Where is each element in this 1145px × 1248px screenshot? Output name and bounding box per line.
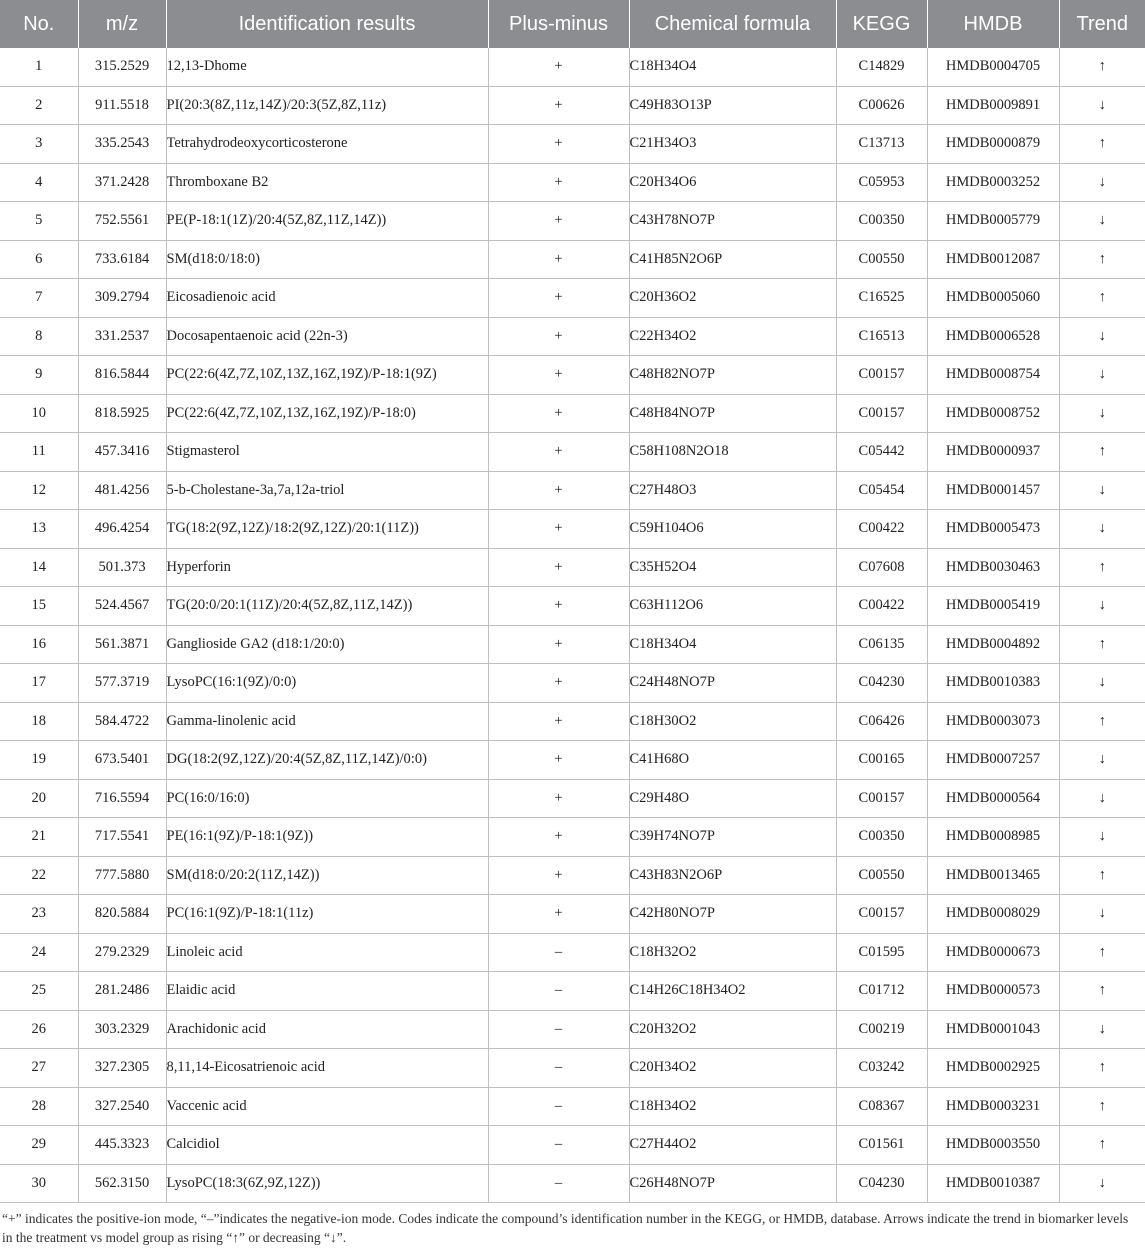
cell-kegg: C04230 <box>836 664 927 703</box>
cell-mz: 584.4722 <box>78 702 166 741</box>
cell-formula: C21H34O3 <box>629 125 836 164</box>
table-row <box>0 433 1145 472</box>
cell-plus-minus: + <box>488 548 629 587</box>
cell-kegg: C00626 <box>836 86 927 125</box>
cell-plus-minus: + <box>488 202 629 241</box>
header-no: No. <box>0 0 78 48</box>
table-row <box>0 317 1145 356</box>
table-row <box>0 125 1145 164</box>
cell-trend: ↓ <box>1059 1164 1145 1203</box>
table-row <box>0 48 1145 86</box>
cell-no: 12 <box>0 471 78 510</box>
cell-no: 14 <box>0 548 78 587</box>
cell-trend: ↑ <box>1059 1049 1145 1088</box>
cell-kegg: C04230 <box>836 1164 927 1203</box>
cell-mz: 457.3416 <box>78 433 166 472</box>
cell-hmdb: HMDB0005473 <box>927 510 1059 549</box>
cell-mz: 577.3719 <box>78 664 166 703</box>
cell-hmdb: HMDB0005419 <box>927 587 1059 626</box>
cell-mz: 820.5884 <box>78 895 166 934</box>
cell-mz: 327.2540 <box>78 1087 166 1126</box>
table-row <box>0 933 1145 972</box>
cell-hmdb: HMDB0030463 <box>927 548 1059 587</box>
cell-no: 4 <box>0 163 78 202</box>
cell-mz: 371.2428 <box>78 163 166 202</box>
cell-identification: PC(16:1(9Z)/P-18:1(11z) <box>166 895 488 934</box>
cell-mz: 335.2543 <box>78 125 166 164</box>
cell-trend: ↓ <box>1059 818 1145 857</box>
cell-formula: C18H34O4 <box>629 48 836 86</box>
cell-formula: C59H104O6 <box>629 510 836 549</box>
table-row <box>0 779 1145 818</box>
cell-kegg: C05454 <box>836 471 927 510</box>
cell-mz: 496.4254 <box>78 510 166 549</box>
table-row <box>0 587 1145 626</box>
cell-no: 13 <box>0 510 78 549</box>
cell-hmdb: HMDB0010387 <box>927 1164 1059 1203</box>
cell-plus-minus: + <box>488 279 629 318</box>
cell-hmdb: HMDB0004892 <box>927 625 1059 664</box>
cell-formula: C39H74NO7P <box>629 818 836 857</box>
table-row <box>0 664 1145 703</box>
cell-formula: C43H78NO7P <box>629 202 836 241</box>
table-row <box>0 1164 1145 1203</box>
cell-formula: C27H48O3 <box>629 471 836 510</box>
cell-plus-minus: + <box>488 394 629 433</box>
cell-kegg: C13713 <box>836 125 927 164</box>
cell-formula: C20H32O2 <box>629 1010 836 1049</box>
cell-no: 8 <box>0 317 78 356</box>
table-row <box>0 625 1145 664</box>
cell-mz: 562.3150 <box>78 1164 166 1203</box>
cell-plus-minus: + <box>488 240 629 279</box>
cell-identification: 12,13-Dhome <box>166 48 488 86</box>
cell-trend: ↓ <box>1059 1010 1145 1049</box>
cell-hmdb: HMDB0003231 <box>927 1087 1059 1126</box>
cell-trend: ↑ <box>1059 1126 1145 1165</box>
cell-formula: C63H112O6 <box>629 587 836 626</box>
cell-no: 21 <box>0 818 78 857</box>
cell-trend: ↓ <box>1059 741 1145 780</box>
cell-trend: ↑ <box>1059 856 1145 895</box>
cell-no: 29 <box>0 1126 78 1165</box>
table-row <box>0 1126 1145 1165</box>
cell-identification: LysoPC(18:3(6Z,9Z,12Z)) <box>166 1164 488 1203</box>
cell-trend: ↑ <box>1059 933 1145 972</box>
cell-identification: 5-b-Cholestane-3a,7a,12a-triol <box>166 471 488 510</box>
cell-no: 24 <box>0 933 78 972</box>
cell-identification: DG(18:2(9Z,12Z)/20:4(5Z,8Z,11Z,14Z)/0:0) <box>166 741 488 780</box>
header-identification: Identification results <box>166 0 488 48</box>
cell-formula: C18H34O2 <box>629 1087 836 1126</box>
table-row <box>0 548 1145 587</box>
cell-plus-minus: + <box>488 625 629 664</box>
cell-formula: C35H52O4 <box>629 548 836 587</box>
cell-identification: Calcidiol <box>166 1126 488 1165</box>
cell-identification: Hyperforin <box>166 548 488 587</box>
cell-mz: 309.2794 <box>78 279 166 318</box>
cell-kegg: C03242 <box>836 1049 927 1088</box>
cell-no: 28 <box>0 1087 78 1126</box>
cell-formula: C14H26C18H34O2 <box>629 972 836 1011</box>
cell-trend: ↑ <box>1059 279 1145 318</box>
cell-mz: 303.2329 <box>78 1010 166 1049</box>
cell-formula: C20H34O6 <box>629 163 836 202</box>
cell-identification: PE(16:1(9Z)/P-18:1(9Z)) <box>166 818 488 857</box>
cell-no: 23 <box>0 895 78 934</box>
cell-trend: ↑ <box>1059 625 1145 664</box>
cell-trend: ↑ <box>1059 548 1145 587</box>
cell-hmdb: HMDB0010383 <box>927 664 1059 703</box>
cell-no: 3 <box>0 125 78 164</box>
table-body <box>0 48 1145 1203</box>
header-hmdb: HMDB <box>927 0 1059 48</box>
cell-plus-minus: + <box>488 895 629 934</box>
cell-hmdb: HMDB0002925 <box>927 1049 1059 1088</box>
cell-kegg: C16513 <box>836 317 927 356</box>
cell-kegg: C07608 <box>836 548 927 587</box>
cell-formula: C48H82NO7P <box>629 356 836 395</box>
cell-trend: ↑ <box>1059 48 1145 86</box>
cell-kegg: C08367 <box>836 1087 927 1126</box>
header-row <box>0 0 1145 48</box>
cell-plus-minus: + <box>488 433 629 472</box>
cell-trend: ↓ <box>1059 664 1145 703</box>
cell-trend: ↓ <box>1059 163 1145 202</box>
cell-mz: 733.6184 <box>78 240 166 279</box>
cell-mz: 331.2537 <box>78 317 166 356</box>
cell-mz: 752.5561 <box>78 202 166 241</box>
cell-mz: 816.5844 <box>78 356 166 395</box>
table-row <box>0 741 1145 780</box>
cell-plus-minus: + <box>488 356 629 395</box>
cell-kegg: C01595 <box>836 933 927 972</box>
cell-no: 17 <box>0 664 78 703</box>
table-footnote: “+” indicates the positive-ion mode, “–”indicates the negative-ion mode. Codes indicate the compound’s identification number in the KEGG, or HMDB, database. Arrows indicate the trend in biomarker levels in the treatment vs model group as rising “↑” or decreasing “↓”. <box>2 1211 1129 1245</box>
cell-trend: ↑ <box>1059 972 1145 1011</box>
cell-plus-minus: + <box>488 86 629 125</box>
cell-plus-minus: + <box>488 664 629 703</box>
cell-formula: C20H36O2 <box>629 279 836 318</box>
cell-hmdb: HMDB0007257 <box>927 741 1059 780</box>
table-row <box>0 86 1145 125</box>
cell-identification: Vaccenic acid <box>166 1087 488 1126</box>
cell-kegg: C06426 <box>836 702 927 741</box>
table-row <box>0 394 1145 433</box>
cell-identification: Gamma-linolenic acid <box>166 702 488 741</box>
cell-kegg: C00157 <box>836 895 927 934</box>
cell-plus-minus: + <box>488 779 629 818</box>
cell-no: 16 <box>0 625 78 664</box>
cell-no: 1 <box>0 48 78 86</box>
cell-formula: C22H34O2 <box>629 317 836 356</box>
cell-trend: ↑ <box>1059 1087 1145 1126</box>
cell-formula: C20H34O2 <box>629 1049 836 1088</box>
table-row <box>0 856 1145 895</box>
cell-plus-minus: – <box>488 1049 629 1088</box>
cell-kegg: C06135 <box>836 625 927 664</box>
table-row <box>0 1049 1145 1088</box>
cell-identification: TG(20:0/20:1(11Z)/20:4(5Z,8Z,11Z,14Z)) <box>166 587 488 626</box>
table-row <box>0 1010 1145 1049</box>
cell-kegg: C00219 <box>836 1010 927 1049</box>
cell-identification: Elaidic acid <box>166 972 488 1011</box>
cell-trend: ↓ <box>1059 394 1145 433</box>
cell-hmdb: HMDB0008752 <box>927 394 1059 433</box>
cell-identification: PE(P-18:1(1Z)/20:4(5Z,8Z,11Z,14Z)) <box>166 202 488 241</box>
cell-mz: 281.2486 <box>78 972 166 1011</box>
cell-formula: C41H85N2O6P <box>629 240 836 279</box>
cell-plus-minus: + <box>488 125 629 164</box>
cell-hmdb: HMDB0004705 <box>927 48 1059 86</box>
cell-identification: Arachidonic acid <box>166 1010 488 1049</box>
cell-identification: PI(20:3(8Z,11z,14Z)/20:3(5Z,8Z,11z) <box>166 86 488 125</box>
cell-hmdb: HMDB0003073 <box>927 702 1059 741</box>
cell-plus-minus: – <box>488 972 629 1011</box>
cell-hmdb: HMDB0000573 <box>927 972 1059 1011</box>
cell-plus-minus: + <box>488 163 629 202</box>
cell-trend: ↓ <box>1059 317 1145 356</box>
cell-trend: ↓ <box>1059 86 1145 125</box>
cell-hmdb: HMDB0012087 <box>927 240 1059 279</box>
cell-plus-minus: – <box>488 1010 629 1049</box>
cell-plus-minus: + <box>488 471 629 510</box>
cell-identification: SM(d18:0/20:2(11Z,14Z)) <box>166 856 488 895</box>
cell-trend: ↓ <box>1059 202 1145 241</box>
header-plus-minus: Plus-minus <box>488 0 629 48</box>
cell-trend: ↑ <box>1059 433 1145 472</box>
cell-plus-minus: + <box>488 818 629 857</box>
cell-kegg: C00550 <box>836 856 927 895</box>
cell-hmdb: HMDB0005060 <box>927 279 1059 318</box>
cell-trend: ↓ <box>1059 587 1145 626</box>
cell-mz: 777.5880 <box>78 856 166 895</box>
cell-no: 20 <box>0 779 78 818</box>
cell-formula: C24H48NO7P <box>629 664 836 703</box>
cell-identification: PC(22:6(4Z,7Z,10Z,13Z,16Z,19Z)/P-18:1(9Z) <box>166 356 488 395</box>
table-row <box>0 895 1145 934</box>
cell-mz: 716.5594 <box>78 779 166 818</box>
cell-trend: ↓ <box>1059 356 1145 395</box>
cell-plus-minus: – <box>488 1087 629 1126</box>
cell-hmdb: HMDB0013465 <box>927 856 1059 895</box>
cell-identification: Ganglioside GA2 (d18:1/20:0) <box>166 625 488 664</box>
table-row <box>0 972 1145 1011</box>
cell-mz: 717.5541 <box>78 818 166 857</box>
cell-no: 9 <box>0 356 78 395</box>
cell-identification: TG(18:2(9Z,12Z)/18:2(9Z,12Z)/20:1(11Z)) <box>166 510 488 549</box>
cell-plus-minus: + <box>488 48 629 86</box>
cell-hmdb: HMDB0006528 <box>927 317 1059 356</box>
cell-kegg: C00422 <box>836 510 927 549</box>
cell-trend: ↓ <box>1059 510 1145 549</box>
cell-no: 7 <box>0 279 78 318</box>
cell-plus-minus: – <box>488 933 629 972</box>
cell-formula: C43H83N2O6P <box>629 856 836 895</box>
cell-identification: Stigmasterol <box>166 433 488 472</box>
cell-hmdb: HMDB0000564 <box>927 779 1059 818</box>
cell-kegg: C01712 <box>836 972 927 1011</box>
cell-trend: ↓ <box>1059 779 1145 818</box>
cell-identification: Linoleic acid <box>166 933 488 972</box>
cell-identification: Tetrahydrodeoxycorticosterone <box>166 125 488 164</box>
cell-no: 5 <box>0 202 78 241</box>
cell-no: 26 <box>0 1010 78 1049</box>
cell-no: 10 <box>0 394 78 433</box>
table-row <box>0 240 1145 279</box>
cell-plus-minus: – <box>488 1126 629 1165</box>
cell-identification: Eicosadienoic acid <box>166 279 488 318</box>
cell-no: 25 <box>0 972 78 1011</box>
cell-kegg: C00350 <box>836 818 927 857</box>
cell-formula: C48H84NO7P <box>629 394 836 433</box>
table-row <box>0 818 1145 857</box>
cell-no: 30 <box>0 1164 78 1203</box>
cell-plus-minus: + <box>488 317 629 356</box>
header-kegg: KEGG <box>836 0 927 48</box>
table-row <box>0 356 1145 395</box>
cell-kegg: C16525 <box>836 279 927 318</box>
cell-mz: 673.5401 <box>78 741 166 780</box>
cell-formula: C41H68O <box>629 741 836 780</box>
cell-kegg: C00350 <box>836 202 927 241</box>
cell-no: 11 <box>0 433 78 472</box>
cell-formula: C26H48NO7P <box>629 1164 836 1203</box>
table-row <box>0 202 1145 241</box>
cell-hmdb: HMDB0001457 <box>927 471 1059 510</box>
cell-hmdb: HMDB0008985 <box>927 818 1059 857</box>
cell-trend: ↓ <box>1059 895 1145 934</box>
cell-formula: C18H32O2 <box>629 933 836 972</box>
cell-plus-minus: + <box>488 741 629 780</box>
cell-identification: Thromboxane B2 <box>166 163 488 202</box>
cell-identification: PC(16:0/16:0) <box>166 779 488 818</box>
cell-mz: 481.4256 <box>78 471 166 510</box>
cell-no: 18 <box>0 702 78 741</box>
cell-kegg: C00157 <box>836 779 927 818</box>
cell-hmdb: HMDB0000879 <box>927 125 1059 164</box>
cell-mz: 327.2305 <box>78 1049 166 1088</box>
cell-identification: Docosapentaenoic acid (22n-3) <box>166 317 488 356</box>
cell-hmdb: HMDB0008029 <box>927 895 1059 934</box>
cell-kegg: C14829 <box>836 48 927 86</box>
cell-mz: 445.3323 <box>78 1126 166 1165</box>
cell-no: 27 <box>0 1049 78 1088</box>
table-row <box>0 510 1145 549</box>
cell-formula: C27H44O2 <box>629 1126 836 1165</box>
header-formula: Chemical formula <box>629 0 836 48</box>
header-mz: m/z <box>78 0 166 48</box>
cell-mz: 279.2329 <box>78 933 166 972</box>
cell-kegg: C00165 <box>836 741 927 780</box>
cell-trend: ↑ <box>1059 240 1145 279</box>
cell-trend: ↑ <box>1059 702 1145 741</box>
cell-hmdb: HMDB0000673 <box>927 933 1059 972</box>
table-row <box>0 1087 1145 1126</box>
cell-formula: C18H30O2 <box>629 702 836 741</box>
cell-hmdb: HMDB0003550 <box>927 1126 1059 1165</box>
cell-hmdb: HMDB0005779 <box>927 202 1059 241</box>
cell-plus-minus: + <box>488 587 629 626</box>
cell-identification: SM(d18:0/18:0) <box>166 240 488 279</box>
cell-formula: C49H83O13P <box>629 86 836 125</box>
cell-mz: 911.5518 <box>78 86 166 125</box>
cell-no: 22 <box>0 856 78 895</box>
cell-hmdb: HMDB0003252 <box>927 163 1059 202</box>
cell-formula: C29H48O <box>629 779 836 818</box>
cell-kegg: C00157 <box>836 356 927 395</box>
header-trend: Trend <box>1059 0 1145 48</box>
cell-mz: 524.4567 <box>78 587 166 626</box>
cell-mz: 315.2529 <box>78 48 166 86</box>
cell-plus-minus: + <box>488 702 629 741</box>
cell-kegg: C05953 <box>836 163 927 202</box>
cell-hmdb: HMDB0001043 <box>927 1010 1059 1049</box>
table-row <box>0 279 1145 318</box>
cell-identification: 8,11,14-Eicosatrienoic acid <box>166 1049 488 1088</box>
cell-kegg: C00550 <box>836 240 927 279</box>
cell-formula: C42H80NO7P <box>629 895 836 934</box>
cell-mz: 818.5925 <box>78 394 166 433</box>
table-row <box>0 471 1145 510</box>
cell-kegg: C00422 <box>836 587 927 626</box>
cell-identification: PC(22:6(4Z,7Z,10Z,13Z,16Z,19Z)/P-18:0) <box>166 394 488 433</box>
table-row <box>0 163 1145 202</box>
cell-mz: 561.3871 <box>78 625 166 664</box>
table-row <box>0 702 1145 741</box>
cell-no: 15 <box>0 587 78 626</box>
cell-trend: ↓ <box>1059 471 1145 510</box>
cell-hmdb: HMDB0009891 <box>927 86 1059 125</box>
cell-hmdb: HMDB0008754 <box>927 356 1059 395</box>
cell-formula: C18H34O4 <box>629 625 836 664</box>
cell-plus-minus: + <box>488 856 629 895</box>
cell-mz: 501.373 <box>78 548 166 587</box>
cell-no: 19 <box>0 741 78 780</box>
cell-plus-minus: – <box>488 1164 629 1203</box>
cell-formula: C58H108N2O18 <box>629 433 836 472</box>
cell-plus-minus: + <box>488 510 629 549</box>
cell-hmdb: HMDB0000937 <box>927 433 1059 472</box>
cell-no: 6 <box>0 240 78 279</box>
cell-kegg: C01561 <box>836 1126 927 1165</box>
cell-kegg: C00157 <box>836 394 927 433</box>
cell-kegg: C05442 <box>836 433 927 472</box>
cell-trend: ↑ <box>1059 125 1145 164</box>
cell-no: 2 <box>0 86 78 125</box>
cell-identification: LysoPC(16:1(9Z)/0:0) <box>166 664 488 703</box>
